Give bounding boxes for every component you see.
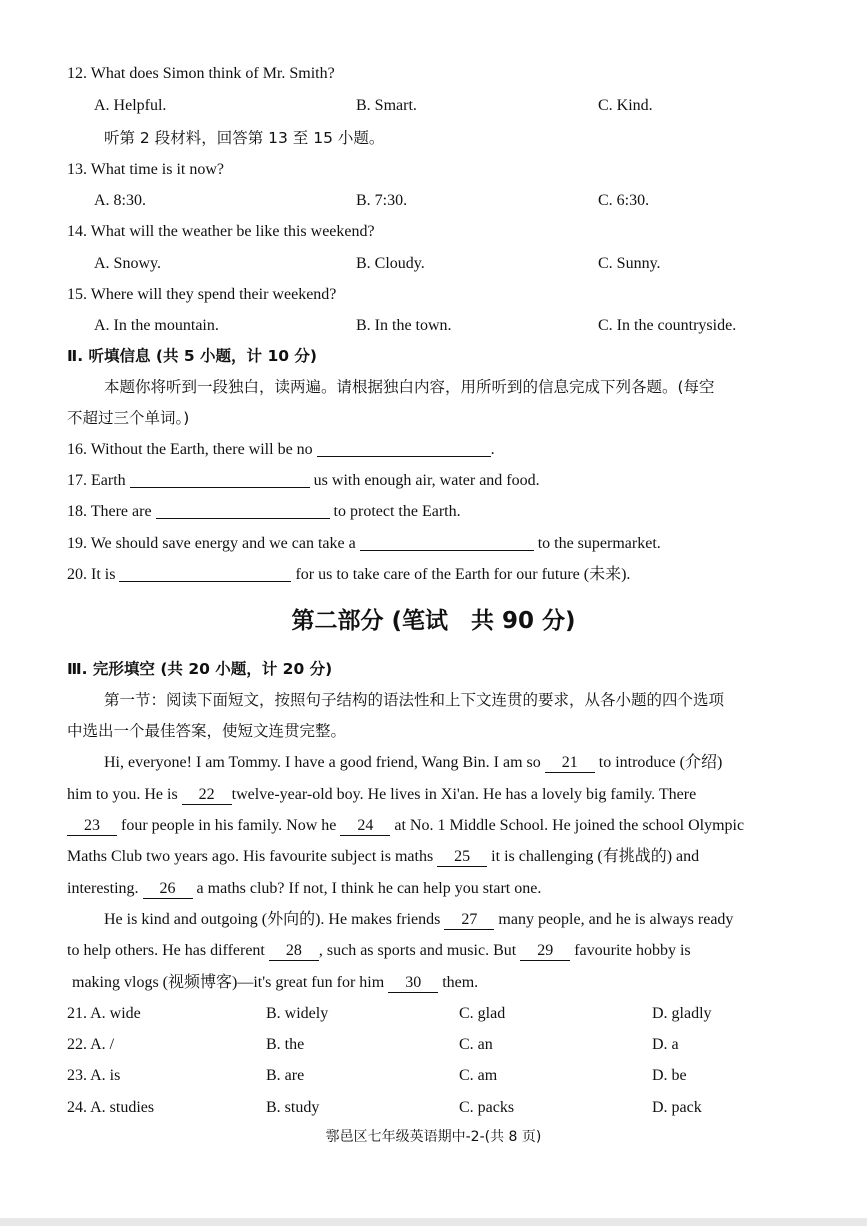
question-16-text: 16. Without the Earth, there will be no (67, 441, 313, 458)
passage-text: many people, and he is always ready (498, 911, 734, 928)
question-24-option-c: C. packs (459, 1099, 515, 1116)
cloze-blank-21: 21 (545, 754, 595, 773)
passage-line-6 (104, 910, 733, 930)
passage-text: him to you. He is (67, 786, 178, 803)
question-22-option-b: B. the (266, 1036, 305, 1053)
passage-text: interesting. (67, 880, 139, 897)
question-17-text: 17. Earth (67, 472, 126, 489)
question-21-option-a: 21. A. wide (67, 1005, 141, 1022)
question-23-option-d: D. be (652, 1067, 687, 1084)
answer-blank-20[interactable] (119, 565, 291, 582)
cloze-blank-28: 28 (269, 942, 319, 961)
question-22-option-d: D. a (652, 1036, 679, 1053)
question-21-option-d: D. gladly (652, 1005, 712, 1022)
question-16-end: . (490, 441, 495, 458)
passage-text: Hi, everyone! I am Tommy. I have a good friend, Wang Bin. I am so (104, 754, 541, 771)
passage-line-2 (67, 785, 696, 805)
question-20 (67, 565, 630, 585)
cloze-blank-26: 26 (143, 880, 193, 899)
question-23-option-c: C. am (459, 1067, 498, 1084)
question-23-option-a: 23. A. is (67, 1067, 121, 1084)
question-20-end: for us to take care of the Earth for our future (未来). (295, 566, 631, 583)
section-2-instruction-line-2: 不超过三个单词。) (67, 409, 190, 427)
question-24-option-a: 24. A. studies (67, 1099, 155, 1116)
question-15-stem: 15. Where will they spend their weekend? (67, 286, 337, 303)
question-13-option-b: B. 7:30. (356, 192, 408, 209)
passage-line-4 (67, 847, 699, 867)
question-19 (67, 534, 661, 554)
question-18-text: 18. There are (67, 503, 152, 520)
section-2-instruction-line-1: 本题你将听到一段独白，读两遍。请根据独白内容，用所听到的信息完成下列各题。(每空 (104, 378, 715, 396)
question-23-option-b: B. are (266, 1067, 305, 1084)
question-12-stem: 12. What does Simon think of Mr. Smith? (67, 65, 335, 82)
passage-text: to help others. He has different (67, 942, 265, 959)
passage-line-8 (72, 973, 478, 993)
question-14-option-b: B. Cloudy. (356, 255, 425, 272)
question-15-option-c: C. In the countryside. (598, 317, 737, 334)
question-15-option-a: A. In the mountain. (94, 317, 219, 334)
question-13-option-c: C. 6:30. (598, 192, 650, 209)
question-13-stem: 13. What time is it now? (67, 161, 225, 178)
question-13-option-a: A. 8:30. (94, 192, 146, 209)
question-17 (67, 471, 540, 491)
passage-line-7 (67, 941, 691, 961)
passage-text: a maths club? If not, I think he can help you start one. (196, 880, 542, 897)
section-3-title: Ⅲ. 完形填空 (共 20 小题，计 20 分) (67, 660, 333, 678)
passage-text: favourite hobby is (574, 942, 691, 959)
question-14-stem: 14. What will the weather be like this weekend? (67, 223, 375, 240)
question-12-option-c: C. Kind. (598, 97, 653, 114)
question-21-option-b: B. widely (266, 1005, 329, 1022)
question-24-option-b: B. study (266, 1099, 320, 1116)
cloze-blank-22: 22 (182, 786, 232, 805)
question-20-text: 20. It is (67, 566, 116, 583)
passage-text: Maths Club two years ago. His favourite subject is maths (67, 848, 434, 865)
cloze-blank-29: 29 (520, 942, 570, 961)
question-22-option-a: 22. A. / (67, 1036, 115, 1053)
answer-blank-18[interactable] (156, 502, 330, 519)
passage-text: , such as sports and music. But (318, 942, 517, 959)
question-22-option-c: C. an (459, 1036, 493, 1053)
passage-line-5 (67, 879, 541, 899)
cloze-blank-30: 30 (388, 974, 438, 993)
answer-blank-19[interactable] (360, 534, 534, 551)
page-footer: 鄠邑区七年级英语期中-2-(共 8 页) (325, 1129, 542, 1145)
cloze-blank-24: 24 (340, 817, 390, 836)
question-16 (67, 440, 495, 460)
cloze-blank-25: 25 (437, 848, 487, 867)
section-3-instruction-line-2: 中选出一个最佳答案，使短文连贯完整。 (67, 722, 347, 740)
question-12-option-a: A. Helpful. (94, 97, 167, 114)
cloze-blank-27: 27 (444, 911, 494, 930)
page-bottom-edge (0, 1218, 867, 1226)
section-3-instruction-line-1: 第一节：阅读下面短文，按照句子结构的语法性和上下文连贯的要求，从各小题的四个选项 (104, 691, 725, 709)
passage-text: to introduce (介绍) (598, 754, 723, 771)
answer-blank-17[interactable] (130, 471, 310, 488)
passage-text: twelve-year-old boy. He lives in Xi'an. He has a lovely big family. There (231, 786, 697, 803)
passage-text: four people in his family. Now he (121, 817, 337, 834)
question-17-end: us with enough air, water and food. (313, 472, 540, 489)
question-14-option-a: A. Snowy. (94, 255, 161, 272)
question-15-option-b: B. In the town. (356, 317, 452, 334)
answer-blank-16[interactable] (317, 440, 491, 457)
question-18-end: to protect the Earth. (333, 503, 461, 520)
cloze-blank-23: 23 (67, 817, 117, 836)
passage-text: it is challenging (有挑战的) and (491, 848, 700, 865)
passage-2-note: 听第 2 段材料，回答第 13 至 15 小题。 (104, 129, 385, 147)
question-24-option-d: D. pack (652, 1099, 702, 1116)
question-19-end: to the supermarket. (537, 535, 661, 552)
passage-text: them. (442, 974, 479, 991)
passage-line-1 (104, 753, 722, 773)
question-19-text: 19. We should save energy and we can take a (67, 535, 356, 552)
passage-text: He is kind and outgoing (外向的). He makes friends (104, 911, 441, 928)
passage-line-3 (67, 816, 744, 836)
passage-text: at No. 1 Middle School. He joined the school Olympic (394, 817, 745, 834)
question-14-option-c: C. Sunny. (598, 255, 661, 272)
passage-text: making vlogs (视频博客)—it's great fun for him (72, 974, 385, 991)
section-2-title: Ⅱ. 听填信息 (共 5 小题，计 10 分) (67, 347, 317, 365)
question-21-option-c: C. glad (459, 1005, 506, 1022)
question-12-option-b: B. Smart. (356, 97, 417, 114)
question-18 (67, 502, 461, 522)
part-2-title: 第二部分 (笔试 共 90 分) (291, 608, 576, 634)
